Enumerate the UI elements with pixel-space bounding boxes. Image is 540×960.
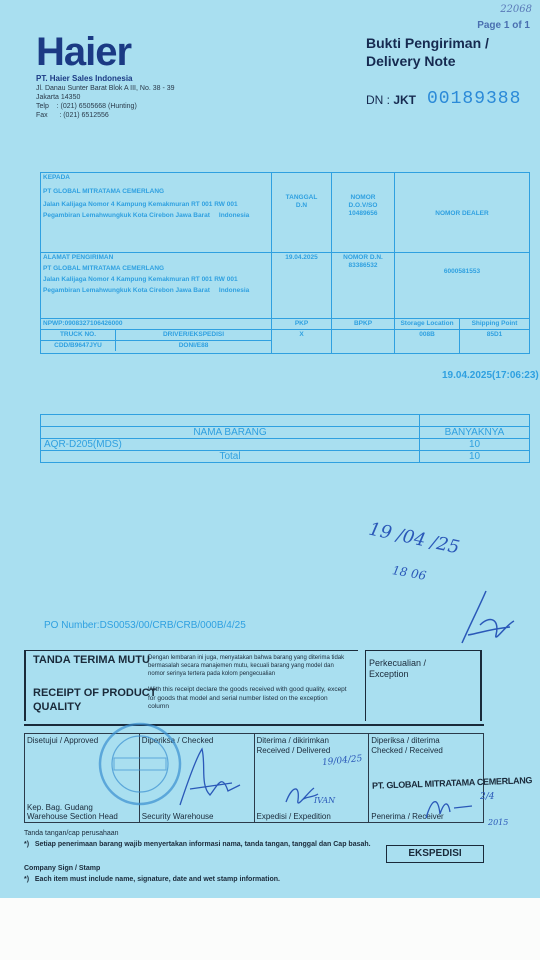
- alamat-label: ALAMAT PENGIRIMAN: [43, 254, 114, 261]
- storage-value: 008B: [395, 330, 460, 354]
- bpkp-label: BPKP: [332, 319, 395, 330]
- receiver-stamp-text: PT. GLOBAL MITRATAMA CEMERLANG: [371, 775, 533, 791]
- handwritten-recv-year: 2015: [488, 818, 509, 827]
- company-name: PT. Haier Sales Indonesia: [36, 74, 133, 83]
- date-cell: 19.04.2025: [272, 253, 332, 319]
- dn-label-text: DN :: [366, 93, 390, 107]
- nomor-sub2: 10489656: [348, 210, 378, 217]
- ekspedisi-box: EKSPEDISI: [386, 845, 484, 863]
- alamat-name: PT GLOBAL MITRATAMA CEMERLANG: [43, 265, 165, 272]
- pkp-value: X: [272, 330, 332, 354]
- sig-checked-bottom: Security Warehouse: [141, 812, 214, 821]
- kepada-addr1: Jalan Kalijaga Nomor 4 Kampung Kemakmuran RT 001 RW 001: [43, 201, 238, 208]
- col-nama-barang: NAMA BARANG: [41, 427, 420, 439]
- nomor-label: NOMOR: [350, 194, 376, 201]
- receipt-title-en-2: QUALITY: [33, 701, 82, 713]
- tanggal-label: TANGGAL: [285, 194, 318, 201]
- truck-driver-cell: [41, 330, 272, 354]
- dealer-label: NOMOR DEALER: [435, 210, 489, 217]
- sig-delivered-top: Diterima / dikirimkan Received / Delivered: [256, 736, 331, 755]
- items-spacer-left: [41, 415, 420, 427]
- print-timestamp: 19.04.2025(17:06:23): [442, 370, 539, 381]
- storage-label: Storage Location: [395, 319, 460, 330]
- total-label: Total: [41, 451, 420, 463]
- sig-received-bottom: Penerima / Receiver: [371, 812, 444, 821]
- company-city: Jakarta 14350: [36, 94, 81, 101]
- receipt-title-en-1: RECEIPT OF PRODUCT: [33, 687, 157, 699]
- sig-approved-top: Disetujui / Approved: [27, 736, 99, 745]
- company-address: Jl. Danau Sunter Barat Blok A III, No. 38 - 39: [36, 85, 175, 92]
- footer-note-en: *) Each item must include name, signature, date and wet stamp information.: [24, 876, 280, 883]
- pkp-label: PKP: [272, 319, 332, 330]
- security-signature: [170, 745, 250, 815]
- doc-title-id: Bukti Pengiriman /: [366, 35, 489, 51]
- kepada-name: PT GLOBAL MITRATAMA CEMERLANG: [43, 188, 165, 195]
- driver-value: DONI/E88: [116, 341, 272, 352]
- items-table: [40, 414, 530, 463]
- tanggal-cell: [272, 173, 332, 253]
- dn-prefix: JKT: [393, 93, 417, 107]
- sig-delivered-bottom: Expedisi / Expedition: [256, 812, 331, 821]
- items-spacer-right: [420, 415, 530, 427]
- footer-sign-stamp-id: Tanda tangan/cap perusahaan: [24, 830, 119, 837]
- sig-approved-bottom: Kep. Bag. Gudang Warehouse Section Head: [27, 803, 118, 821]
- doc-title: [366, 34, 489, 70]
- receipt-title-en: [33, 686, 156, 714]
- doc-title-en: Delivery Note: [366, 53, 456, 69]
- alamat-addr2: Pegambiran Lemahwungkuk Kota Cirebon Jawa Barat Indonesia: [43, 287, 250, 294]
- receipt-text-en: With this receipt declare the goods received with good quality, except for goods that model and serial number listed on the exception column: [148, 686, 347, 710]
- shipping-value: 85D1: [460, 330, 530, 354]
- npwp-cell: NPWP:0908327106426000: [41, 319, 272, 330]
- item-qty: 10: [420, 439, 530, 451]
- page-label: Page 1 of 1: [477, 20, 530, 31]
- dn-number: 00189388: [427, 89, 522, 109]
- nomor-dn-cell: [332, 253, 395, 319]
- shipping-label: Shipping Point: [460, 319, 530, 330]
- handwritten-recv-mark: 2/4: [480, 792, 495, 802]
- total-qty: 10: [420, 451, 530, 463]
- handwritten-note-2: 18 06: [391, 563, 428, 583]
- dealer-no: 6000581553: [443, 268, 481, 275]
- driver-label: DRIVER/EKSPEDISI: [116, 330, 272, 341]
- kepada-cell: [41, 173, 272, 253]
- truck-label: TRUCK NO.: [41, 330, 116, 341]
- handwritten-signature-top: [450, 585, 520, 655]
- sig-checked-top: Diperiksa / Checked: [141, 736, 214, 745]
- receipt-text-id: Dengan lembaran ini juga, menyatakan bahwa barang yang diterima tidak bermasalah secara manajemen mutu, kecuali barang yang model dan nomor serinya tertera pada kolom pengecualian: [148, 655, 345, 677]
- receipt-title-id: TANDA TERIMA MUTU: [33, 654, 150, 666]
- exception-label: Perkecualian / Exception: [369, 658, 427, 679]
- header-table: [40, 172, 530, 354]
- dn-label: [366, 93, 416, 107]
- bpkp-value: [332, 330, 395, 354]
- sig-received-top: Diperiksa / diterima Checked / Received: [371, 736, 443, 755]
- alamat-addr1: Jalan Kalijaga Nomor 4 Kampung Kemakmuran RT 001 RW 001: [43, 276, 238, 283]
- haier-logo: Haier: [36, 30, 132, 74]
- handwritten-note-1: 19 /04 /25: [366, 518, 462, 559]
- table-row: [41, 439, 530, 451]
- dealer-no-cell: [395, 253, 530, 319]
- company-telp: Telp : (021) 6505668 (Hunting): [36, 103, 137, 110]
- nomor-dn-label: NOMOR D.N.: [343, 254, 383, 261]
- corner-note: 22068: [500, 4, 532, 15]
- footer-note-id: *) Setiap penerimaan barang wajib menyertakan informasi nama, tanda tangan, tanggal dan Cap basah.: [24, 841, 371, 848]
- tanggal-sub: D.N: [295, 202, 308, 209]
- company-fax: Fax : (021) 6512556: [36, 112, 109, 119]
- alamat-cell: [41, 253, 272, 319]
- kepada-addr2: Pegambiran Lemahwungkuk Kota Cirebon Jawa Barat Indonesia: [43, 212, 250, 219]
- item-name: AQR-D205(MDS): [41, 439, 420, 451]
- truck-driver-table: [41, 330, 271, 351]
- nomor-sub1: D.O.V/SO: [348, 202, 378, 209]
- receiver-signature: [420, 788, 480, 824]
- nomor-dn-value: 83386532: [348, 262, 378, 269]
- handwritten-date-mark: 19/04/25: [321, 753, 363, 769]
- dealer-header-cell: [395, 173, 530, 253]
- kepada-label: KEPADA: [43, 174, 70, 181]
- truck-no: CDD/B9647JYU: [41, 341, 116, 352]
- nomor-cell: [332, 173, 395, 253]
- handwritten-name-mark: IVAN: [314, 796, 336, 805]
- col-banyaknya: BANYAKNYA: [420, 427, 530, 439]
- po-number: PO Number:DS0053/00/CRB/CRB/000B/4/25: [44, 620, 246, 631]
- footer-sign-stamp-en: Company Sign / Stamp: [24, 865, 101, 872]
